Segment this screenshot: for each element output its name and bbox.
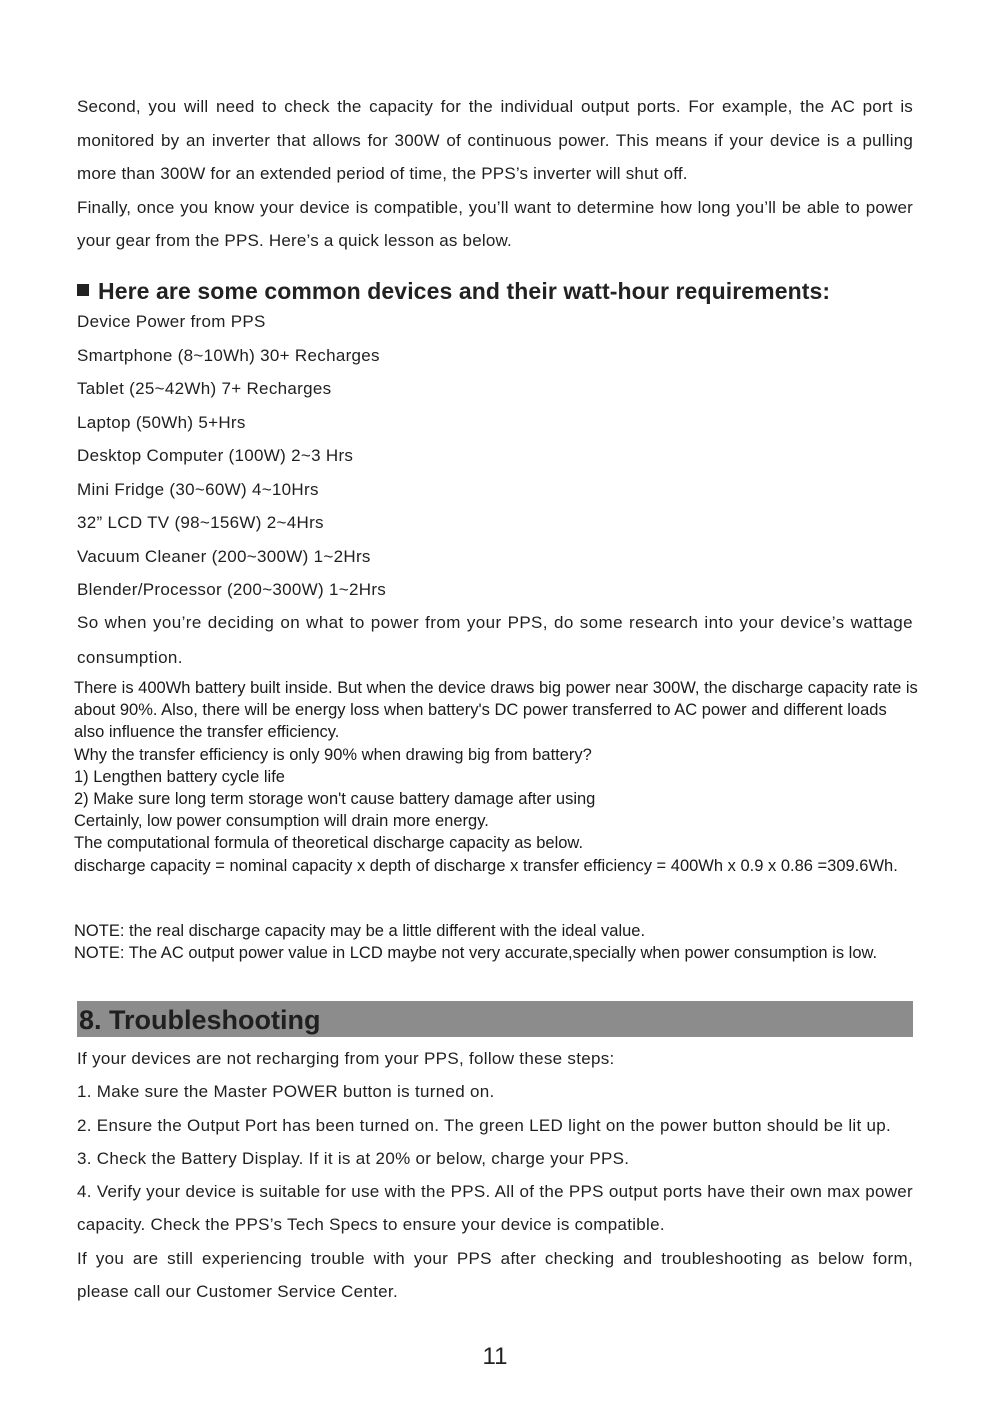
troubleshooting-title: 8. Troubleshooting [79, 1005, 321, 1035]
troubleshooting-steps [77, 1042, 913, 1308]
battery-line: Why the transfer efficiency is only 90% when drawing big from battery? [74, 745, 592, 764]
battery-line: 2) Make sure long term storage won't cause battery damage after using [74, 790, 596, 809]
list-item: Mini Fridge (30~60W) 4~10Hrs [77, 479, 319, 499]
intro-text [77, 90, 913, 258]
note-line: NOTE: The AC output power value in LCD maybe not very accurate,specially when power consumption is low. [74, 944, 878, 963]
list-item: Smartphone (8~10Wh) 30+ Recharges [77, 345, 380, 365]
list-item: Laptop (50Wh) 5+Hrs [77, 412, 246, 432]
intro-paragraph: Finally, once you know your device is compatible, you’ll want to determine how long you’ll be able to power your gear from the PPS. Here’s a quick lesson as below. [77, 197, 913, 250]
troubleshooting-heading-bar [77, 1001, 913, 1037]
device-power-list [77, 305, 913, 607]
notes [74, 920, 924, 964]
battery-line: discharge capacity = nominal capacity x depth of discharge x transfer efficiency = 400Wh x 0.9 x 0.86 =309.6Wh. [74, 856, 898, 875]
troubleshooting-paragraph: 4. Verify your device is suitable for use with the PPS. All of the PPS output ports have their own max power capacity. Check the PPS’s Tech Specs to ensure your device is compatible. [77, 1182, 913, 1235]
battery-line: There is 400Wh battery built inside. But when the device draws big power near 300W, the discharge capacity rate is about 90%. Also, there will be energy loss when battery's DC power transferred to AC power and different loads also influence the transfer efficiency. [74, 679, 918, 742]
list-item: Vacuum Cleaner (200~300W) 1~2Hrs [77, 546, 371, 566]
list-item: Desktop Computer (100W) 2~3 Hrs [77, 446, 354, 465]
devices-heading-text: Here are some common devices and their watt-hour requirements: [98, 278, 831, 304]
list-item: Blender/Processor (200~300W) 1~2Hrs [77, 580, 387, 599]
troubleshooting-paragraph: 2. Ensure the Output Port has been turned on. The green LED light on the power button should be lit up. [77, 1115, 892, 1135]
list-item: Tablet (25~42Wh) 7+ Recharges [77, 379, 332, 398]
research-paragraph: So when you’re deciding on what to power from your PPS, do some research into your device’s wattage consumption. [77, 613, 913, 667]
list-item: Device Power from PPS [77, 312, 266, 331]
list-item: 32” LCD TV (98~156W) 2~4Hrs [77, 513, 324, 532]
troubleshooting-paragraph: 1. Make sure the Master POWER button is turned on. [77, 1082, 495, 1102]
battery-line: The computational formula of theoretical discharge capacity as below. [74, 834, 584, 853]
intro-paragraph: Second, you will need to check the capacity for the individual output ports. For example, the AC port is monitored by an inverter that allows for 300W of continuous power. This means if your device is a pulling more than 300W for an extended period of time, the PPS’s inverter will shut off. [77, 97, 913, 183]
battery-line: 1) Lengthen battery cycle life [74, 767, 285, 786]
research-note [77, 605, 913, 675]
troubleshooting-paragraph: If your devices are not recharging from your PPS, follow these steps: [77, 1049, 615, 1068]
troubleshooting-paragraph: If you are still experiencing trouble with your PPS after checking and troubleshooting as below form, please call our Customer Service Center. [77, 1248, 913, 1302]
troubleshooting-paragraph: 3. Check the Battery Display. If it is at 20% or below, charge your PPS. [77, 1148, 630, 1168]
devices-heading [77, 278, 937, 305]
battery-line: Certainly, low power consumption will drain more energy. [74, 812, 489, 831]
square-bullet-icon [77, 284, 89, 296]
note-line: NOTE: the real discharge capacity may be a little different with the ideal value. [74, 922, 646, 940]
battery-explanation [74, 677, 920, 877]
page-number: 11 [482, 1343, 508, 1370]
